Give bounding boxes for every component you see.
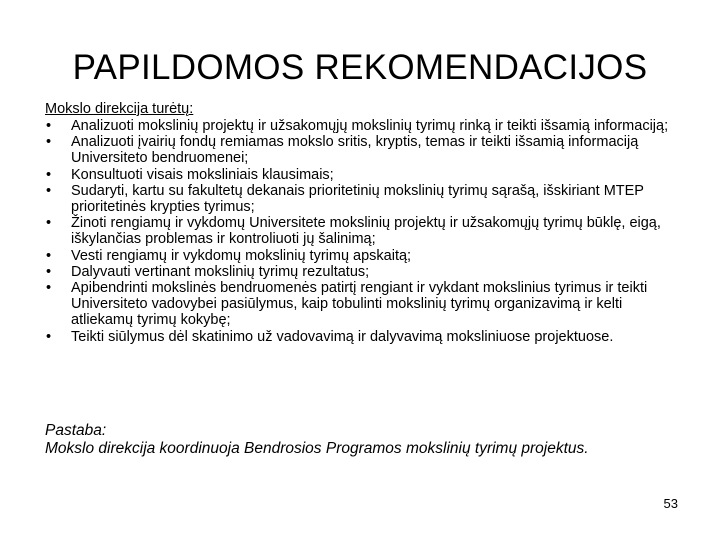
list-item: • Sudaryti, kartu su fakultetų dekanais prioritetinių mokslinių tyrimų sąrašą, išskiriant MTEP prioritetinės krypties tyrimus; [45, 183, 685, 215]
list-item: • Konsultuoti visais moksliniais klausimais; [45, 167, 685, 183]
note-block [45, 422, 705, 458]
recommendations-list [45, 118, 685, 345]
note-label: Pastaba: [45, 422, 107, 439]
note-text: Mokslo direkcija koordinuoja Bendrosios Programos mokslinių tyrimų projektus. [45, 440, 589, 457]
list-item: • Analizuoti įvairių fondų remiamas mokslo sritis, kryptis, temas ir teikti išsamią informaciją Universiteto bendruomenei; [45, 134, 685, 166]
list-item: • Dalyvauti vertinant mokslinių tyrimų rezultatus; [45, 264, 685, 280]
list-item: • Apibendrinti mokslinės bendruomenės patirtį rengiant ir vykdant mokslinius tyrimus ir teikti Universiteto vadovybei pasiūlymus, kaip tobulinti mokslinių tyrimų organizavimą ir kelti atliekamų tyrimų kokybę; [45, 280, 685, 329]
list-item: • Žinoti rengiamų ir vykdomų Universitete mokslinių projektų ir užsakomųjų tyrimų būklę, eigą, iškylančias problemas ir kontroliuoti jų šalinimą; [45, 215, 685, 247]
list-item: • Vesti rengiamų ir vykdomų mokslinių tyrimų apskaitą; [45, 248, 685, 264]
list-item: • Teikti siūlymus dėl skatinimo už vadovavimą ir dalyvavimą moksliniuose projektuose. [45, 329, 685, 345]
intro-heading: Mokslo direkcija turėtų: [45, 101, 194, 117]
slide-title: PAPILDOMOS REKOMENDACIJOS [72, 48, 648, 87]
list-item: • Analizuoti mokslinių projektų ir užsakomųjų mokslinių tyrimų rinką ir teikti išsamią informaciją; [45, 118, 685, 134]
page-number: 53 [663, 496, 678, 511]
